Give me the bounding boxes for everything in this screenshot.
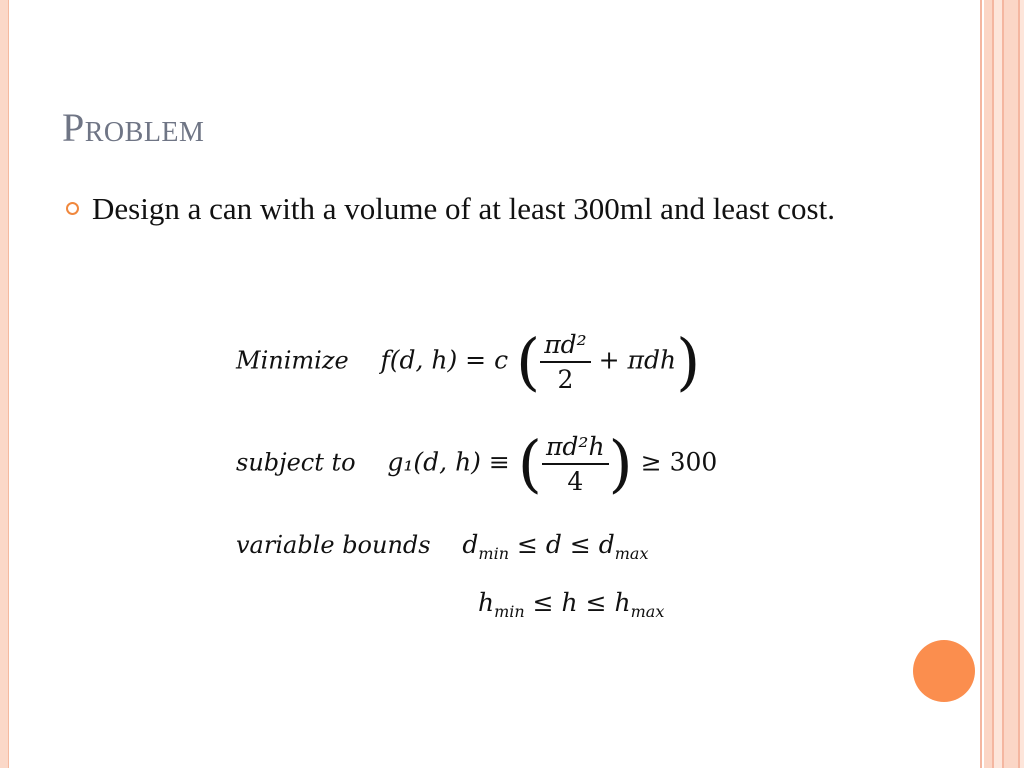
constraint-fraction bbox=[542, 432, 609, 496]
constraint-numerator: πd²h bbox=[542, 432, 609, 465]
h-min: h bbox=[478, 588, 495, 617]
h-max: h bbox=[614, 588, 631, 617]
slide-frame-left bbox=[0, 0, 9, 768]
objective-tail: + πdh bbox=[598, 345, 677, 375]
d-min-sub: min bbox=[478, 544, 510, 563]
decorative-circle bbox=[913, 640, 975, 702]
objective-lhs: f(d, h) = c bbox=[380, 345, 509, 375]
objective-denominator: 2 bbox=[557, 365, 574, 394]
bullet-text: Design a can with a volume of at least 300ml and least cost. bbox=[92, 191, 835, 226]
constraint-denominator: 4 bbox=[567, 467, 584, 496]
bound-d-equation bbox=[236, 530, 648, 563]
d-bound-mid: ≤ d ≤ bbox=[516, 530, 591, 559]
d-min: d bbox=[462, 530, 479, 559]
h-min-sub: min bbox=[494, 602, 525, 621]
objective-numerator: πd² bbox=[540, 330, 590, 363]
subject-to-label: subject to bbox=[236, 448, 356, 477]
objective-fraction bbox=[540, 330, 590, 394]
constraint-lhs: g₁(d, h) ≡ bbox=[387, 447, 510, 477]
slide-title: Problem bbox=[62, 105, 205, 150]
minimize-label: Minimize bbox=[236, 346, 349, 375]
right-paren-icon: ) bbox=[676, 325, 701, 398]
d-max-sub: max bbox=[614, 544, 649, 563]
constraint-rhs: ≥ 300 bbox=[640, 447, 718, 477]
bullet-item bbox=[64, 188, 964, 230]
variable-bounds-label: variable bounds bbox=[236, 531, 431, 559]
h-max-sub: max bbox=[630, 602, 665, 621]
h-bound-mid: ≤ h ≤ bbox=[532, 588, 607, 617]
bullet-circle-icon bbox=[66, 202, 79, 215]
left-paren-icon: ( bbox=[516, 325, 541, 398]
constraint-equation bbox=[236, 427, 718, 500]
right-paren-icon: ) bbox=[608, 427, 633, 500]
bound-h-equation bbox=[478, 588, 664, 621]
slide-frame-right bbox=[978, 0, 1024, 768]
left-paren-icon: ( bbox=[517, 427, 542, 500]
objective-equation bbox=[236, 325, 701, 398]
d-max: d bbox=[598, 530, 615, 559]
